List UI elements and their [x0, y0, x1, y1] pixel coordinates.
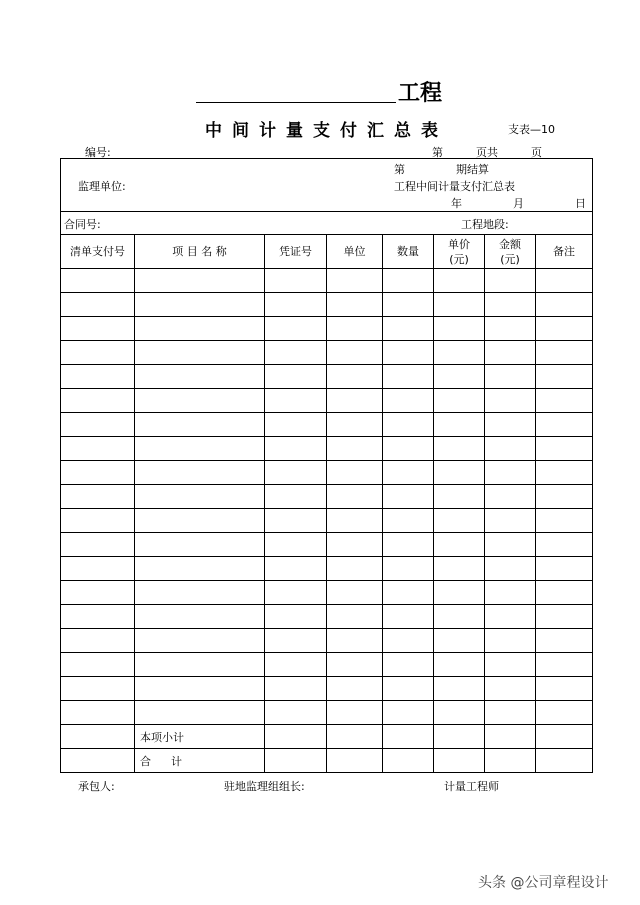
- table-cell[interactable]: [536, 317, 593, 341]
- table-cell[interactable]: [434, 269, 485, 293]
- table-cell[interactable]: [434, 701, 485, 725]
- table-cell[interactable]: [434, 533, 485, 557]
- table-cell[interactable]: [536, 437, 593, 461]
- form-subtitle: 中间计量支付汇总表: [205, 121, 448, 141]
- table-cell[interactable]: [327, 701, 383, 725]
- table-cell[interactable]: [485, 581, 536, 605]
- table-cell[interactable]: [536, 557, 593, 581]
- table-cell[interactable]: [265, 437, 327, 461]
- table-cell[interactable]: [265, 461, 327, 485]
- table-row: [61, 461, 593, 485]
- table-cell[interactable]: [61, 317, 135, 341]
- table-cell[interactable]: [61, 677, 135, 701]
- table-cell[interactable]: [135, 581, 265, 605]
- period-settle: 期结算: [456, 163, 489, 176]
- table-cell[interactable]: [434, 461, 485, 485]
- table-cell[interactable]: [485, 365, 536, 389]
- table-cell[interactable]: [135, 653, 265, 677]
- table-cell[interactable]: [434, 341, 485, 365]
- table-cell[interactable]: [485, 509, 536, 533]
- table-cell[interactable]: [536, 629, 593, 653]
- table-cell[interactable]: [536, 293, 593, 317]
- col-header: 金额 (元): [485, 235, 536, 269]
- table-row: [61, 485, 593, 509]
- table-cell[interactable]: [265, 677, 327, 701]
- table-cell[interactable]: [61, 701, 135, 725]
- table-cell[interactable]: [327, 389, 383, 413]
- table-cell[interactable]: [327, 581, 383, 605]
- table-cell[interactable]: [61, 629, 135, 653]
- table-row: [61, 677, 593, 701]
- table-cell[interactable]: [485, 341, 536, 365]
- table-cell[interactable]: [61, 605, 135, 629]
- table-cell[interactable]: [327, 341, 383, 365]
- table-cell[interactable]: [327, 677, 383, 701]
- table-cell[interactable]: [434, 413, 485, 437]
- table-cell[interactable]: [265, 653, 327, 677]
- table-cell[interactable]: [135, 629, 265, 653]
- table-cell[interactable]: [485, 701, 536, 725]
- table-row: [61, 341, 593, 365]
- table-cell[interactable]: [536, 365, 593, 389]
- table-cell[interactable]: [265, 629, 327, 653]
- table-cell[interactable]: [265, 317, 327, 341]
- table-cell[interactable]: [265, 605, 327, 629]
- table-cell[interactable]: [536, 653, 593, 677]
- table-cell[interactable]: [485, 269, 536, 293]
- table-cell[interactable]: [485, 437, 536, 461]
- table-cell[interactable]: [383, 509, 434, 533]
- table-cell[interactable]: [485, 389, 536, 413]
- col-header: 备注: [536, 235, 593, 269]
- contract-label: 合同号:: [64, 218, 101, 231]
- table-cell[interactable]: [383, 557, 434, 581]
- form-code: 支表—10: [508, 123, 555, 136]
- table-cell[interactable]: [536, 677, 593, 701]
- table-cell[interactable]: [327, 629, 383, 653]
- table-cell[interactable]: [135, 485, 265, 509]
- page-ye-gong: 页共: [476, 146, 498, 159]
- table-row: [61, 605, 593, 629]
- table-cell[interactable]: [485, 485, 536, 509]
- table-cell[interactable]: [536, 509, 593, 533]
- section-label: 工程地段:: [461, 218, 509, 231]
- table-cell[interactable]: [265, 485, 327, 509]
- table-cell[interactable]: [327, 509, 383, 533]
- page-di: 第: [432, 146, 443, 159]
- summary-table: [60, 158, 593, 773]
- table-cell[interactable]: [135, 533, 265, 557]
- page-ye: 页: [531, 146, 542, 159]
- table-cell[interactable]: [383, 269, 434, 293]
- table-cell[interactable]: [434, 629, 485, 653]
- table-cell[interactable]: [434, 677, 485, 701]
- table-cell[interactable]: [383, 677, 434, 701]
- table-cell[interactable]: [434, 605, 485, 629]
- table-cell[interactable]: [135, 605, 265, 629]
- col-header: 项 目 名 称: [135, 235, 265, 269]
- table-cell[interactable]: [536, 485, 593, 509]
- table-cell[interactable]: [265, 365, 327, 389]
- table-cell[interactable]: [536, 389, 593, 413]
- table-cell[interactable]: [135, 677, 265, 701]
- contract-info-cell: [61, 212, 593, 235]
- table-cell[interactable]: [265, 269, 327, 293]
- table-cell[interactable]: [434, 365, 485, 389]
- table-cell[interactable]: [61, 341, 135, 365]
- table-cell[interactable]: [61, 461, 135, 485]
- page-title: 工程: [398, 81, 443, 106]
- table-cell[interactable]: [327, 365, 383, 389]
- date-month: 月: [513, 197, 524, 210]
- table-row: [61, 701, 593, 725]
- table-row: [61, 365, 593, 389]
- table-cell[interactable]: [536, 269, 593, 293]
- table-cell[interactable]: [434, 389, 485, 413]
- table-cell[interactable]: [485, 557, 536, 581]
- table-cell[interactable]: [485, 605, 536, 629]
- table-cell[interactable]: [135, 365, 265, 389]
- table-row: [61, 629, 593, 653]
- table-cell[interactable]: [135, 437, 265, 461]
- table-cell[interactable]: [265, 341, 327, 365]
- table-cell[interactable]: [485, 293, 536, 317]
- table-cell[interactable]: [536, 461, 593, 485]
- table-cell[interactable]: [61, 581, 135, 605]
- table-cell[interactable]: [327, 557, 383, 581]
- table-cell[interactable]: [327, 413, 383, 437]
- table-cell[interactable]: [265, 509, 327, 533]
- table-row: [61, 437, 593, 461]
- table-cell[interactable]: [434, 653, 485, 677]
- table-cell[interactable]: [536, 413, 593, 437]
- table-cell[interactable]: [265, 557, 327, 581]
- table-row: [61, 293, 593, 317]
- table-cell[interactable]: [265, 389, 327, 413]
- table-cell[interactable]: [383, 581, 434, 605]
- table-name: 工程中间计量支付汇总表: [394, 180, 515, 193]
- date-day: 日: [575, 197, 586, 210]
- table-cell[interactable]: [383, 533, 434, 557]
- table-cell[interactable]: [383, 701, 434, 725]
- subtotal-label: 本项小计: [135, 725, 265, 749]
- table-cell[interactable]: [61, 485, 135, 509]
- table-row: [61, 581, 593, 605]
- table-cell[interactable]: [265, 293, 327, 317]
- table-cell[interactable]: [327, 269, 383, 293]
- table-cell[interactable]: [327, 605, 383, 629]
- table-cell[interactable]: [434, 485, 485, 509]
- table-cell[interactable]: [327, 293, 383, 317]
- table-cell[interactable]: [327, 317, 383, 341]
- table-cell[interactable]: [135, 509, 265, 533]
- total-row: [61, 749, 593, 773]
- table-row: [61, 413, 593, 437]
- table-cell[interactable]: [434, 317, 485, 341]
- total-label: 合计: [135, 749, 265, 773]
- table-cell[interactable]: [135, 341, 265, 365]
- table-cell[interactable]: [135, 389, 265, 413]
- table-row: [61, 269, 593, 293]
- table-cell[interactable]: [327, 653, 383, 677]
- table-cell[interactable]: [485, 629, 536, 653]
- table-row: [61, 653, 593, 677]
- table-cell[interactable]: [485, 677, 536, 701]
- table-cell[interactable]: [135, 317, 265, 341]
- col-header: 凭证号: [265, 235, 327, 269]
- table-cell[interactable]: [327, 437, 383, 461]
- col-header: 单位: [327, 235, 383, 269]
- table-cell[interactable]: [327, 533, 383, 557]
- table-cell[interactable]: [383, 653, 434, 677]
- table-cell[interactable]: [383, 485, 434, 509]
- subtotal-row: [61, 725, 593, 749]
- table-cell[interactable]: [434, 293, 485, 317]
- contractor-label: 承包人:: [78, 780, 115, 793]
- table-row: [61, 509, 593, 533]
- supervisor-label: 监理单位:: [78, 180, 126, 193]
- resident-leader-label: 驻地监理组组长:: [224, 780, 305, 793]
- table-cell[interactable]: [265, 533, 327, 557]
- table-cell[interactable]: [434, 581, 485, 605]
- period-di: 第: [394, 163, 405, 176]
- table-cell[interactable]: [536, 581, 593, 605]
- table-cell[interactable]: [383, 437, 434, 461]
- table-cell[interactable]: [327, 461, 383, 485]
- table-cell[interactable]: [61, 365, 135, 389]
- table-cell[interactable]: [265, 413, 327, 437]
- table-cell[interactable]: [383, 341, 434, 365]
- table-cell[interactable]: [383, 389, 434, 413]
- table-cell[interactable]: [383, 365, 434, 389]
- table-cell[interactable]: [536, 533, 593, 557]
- table-cell[interactable]: [485, 653, 536, 677]
- watermark: 头条 @公司章程设计: [478, 875, 609, 891]
- table-cell[interactable]: [536, 701, 593, 725]
- table-cell[interactable]: [61, 413, 135, 437]
- table-cell[interactable]: [327, 485, 383, 509]
- table-cell[interactable]: [434, 437, 485, 461]
- table-cell[interactable]: [61, 509, 135, 533]
- table-cell[interactable]: [485, 533, 536, 557]
- table-row: [61, 389, 593, 413]
- col-header: 清单支付号: [61, 235, 135, 269]
- table-cell[interactable]: [383, 629, 434, 653]
- table-cell[interactable]: [383, 461, 434, 485]
- table-cell[interactable]: [485, 461, 536, 485]
- table-cell[interactable]: [434, 557, 485, 581]
- table-row: [61, 533, 593, 557]
- table-cell[interactable]: [135, 701, 265, 725]
- date-year: 年: [451, 197, 462, 210]
- table-cell[interactable]: [135, 557, 265, 581]
- table-cell[interactable]: [485, 413, 536, 437]
- column-header-row: [61, 235, 593, 269]
- title-blank-line: [196, 102, 396, 103]
- supervisor-info-cell: [61, 159, 593, 212]
- table-cell[interactable]: [61, 533, 135, 557]
- table-cell[interactable]: [485, 317, 536, 341]
- table-cell[interactable]: [536, 605, 593, 629]
- table-cell[interactable]: [265, 581, 327, 605]
- table-row: [61, 317, 593, 341]
- table-cell[interactable]: [383, 413, 434, 437]
- table-cell[interactable]: [383, 605, 434, 629]
- table-cell[interactable]: [61, 557, 135, 581]
- table-cell[interactable]: [265, 701, 327, 725]
- table-cell[interactable]: [383, 293, 434, 317]
- table-cell[interactable]: [61, 293, 135, 317]
- col-header: 单价 (元): [434, 235, 485, 269]
- table-cell[interactable]: [383, 317, 434, 341]
- table-cell[interactable]: [61, 437, 135, 461]
- table-cell[interactable]: [536, 341, 593, 365]
- table-cell[interactable]: [61, 389, 135, 413]
- serial-number-label: 编号:: [85, 146, 111, 159]
- table-cell[interactable]: [135, 461, 265, 485]
- table-cell[interactable]: [135, 413, 265, 437]
- data-rows: [61, 269, 593, 725]
- table-row: [61, 557, 593, 581]
- table-cell[interactable]: [61, 269, 135, 293]
- table-cell[interactable]: [61, 653, 135, 677]
- col-header: 数量: [383, 235, 434, 269]
- measurement-engineer-label: 计量工程师: [444, 780, 499, 793]
- table-cell[interactable]: [434, 509, 485, 533]
- table-cell[interactable]: [135, 293, 265, 317]
- table-cell[interactable]: [135, 269, 265, 293]
